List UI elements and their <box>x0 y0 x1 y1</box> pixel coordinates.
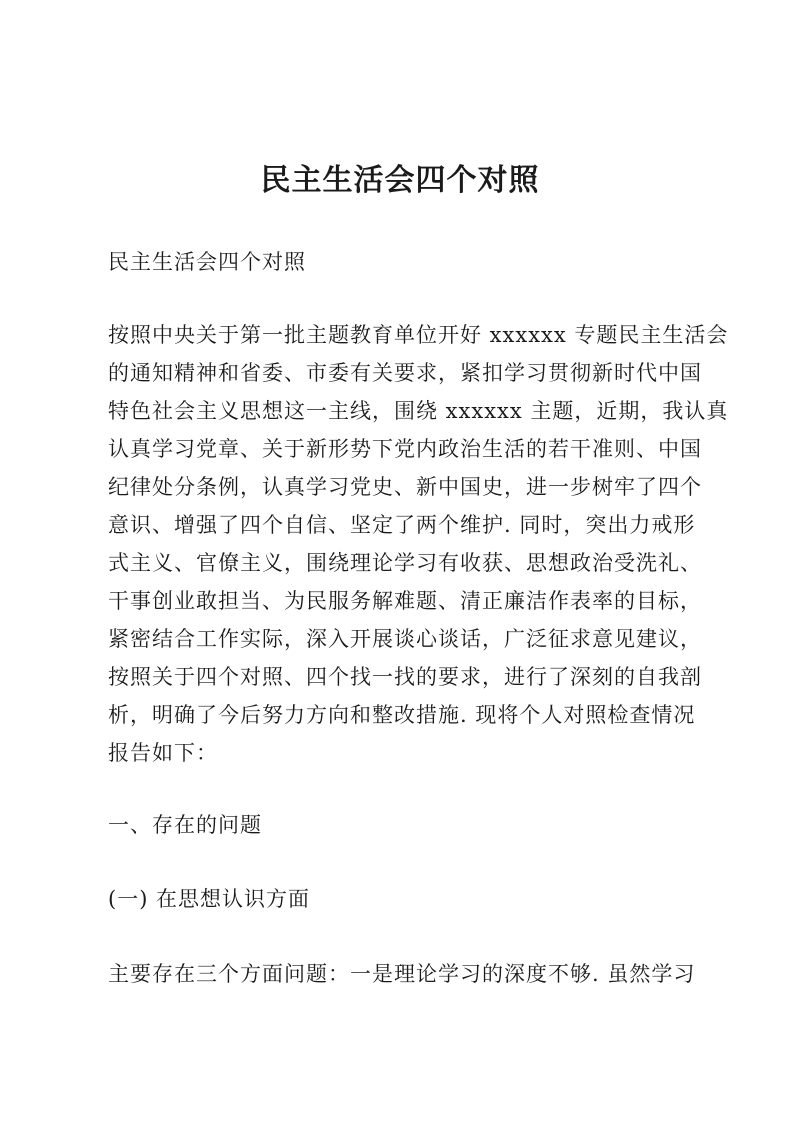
body-line: 纪律处分条例，认真学习党史、新中国史，进一步树牢了四个 <box>108 475 702 499</box>
document-subtitle: 民主生活会四个对照 <box>108 250 306 274</box>
body-line: 析，明确了今后努力方向和整改措施. 现将个人对照检查情况 <box>108 703 696 727</box>
body-line: 干事创业敢担当、为民服务解难题、清正廉洁作表率的目标， <box>108 589 702 613</box>
body-paragraph <box>108 316 729 772</box>
body-line: 认真学习党章、关于新形势下党内政治生活的若干准则、中国 <box>108 437 702 461</box>
body-line: 意识、增强了四个自信、坚定了两个维护. 同时，突出力戒形 <box>108 513 696 537</box>
body-paragraph-start: 主要存在三个方面问题：一是理论学习的深度不够. 虽然学习 <box>108 962 696 986</box>
body-line: 特色社会主义思想这一主线，围绕 xxxxxx 主题，近期，我认真 <box>108 399 729 423</box>
body-line: 式主义、官僚主义，围绕理论学习有收获、思想政治受洗礼、 <box>108 551 702 575</box>
body-line: 紧密结合工作实际，深入开展谈心谈话，广泛征求意见建议， <box>108 627 702 651</box>
subsection-heading: (一) 在思想认识方面 <box>108 887 311 911</box>
section-heading: 一、存在的问题 <box>108 813 262 837</box>
body-line: 按照关于四个对照、四个找一找的要求，进行了深刻的自我剖 <box>108 665 702 689</box>
document-title: 民主生活会四个对照 <box>260 163 540 198</box>
body-line: 报告如下： <box>108 741 218 765</box>
body-line: 的通知精神和省委、市委有关要求，紧扣学习贯彻新时代中国 <box>108 361 702 385</box>
body-line: 按照中央关于第一批主题教育单位开好 xxxxxx 专题民主生活会 <box>108 323 729 347</box>
